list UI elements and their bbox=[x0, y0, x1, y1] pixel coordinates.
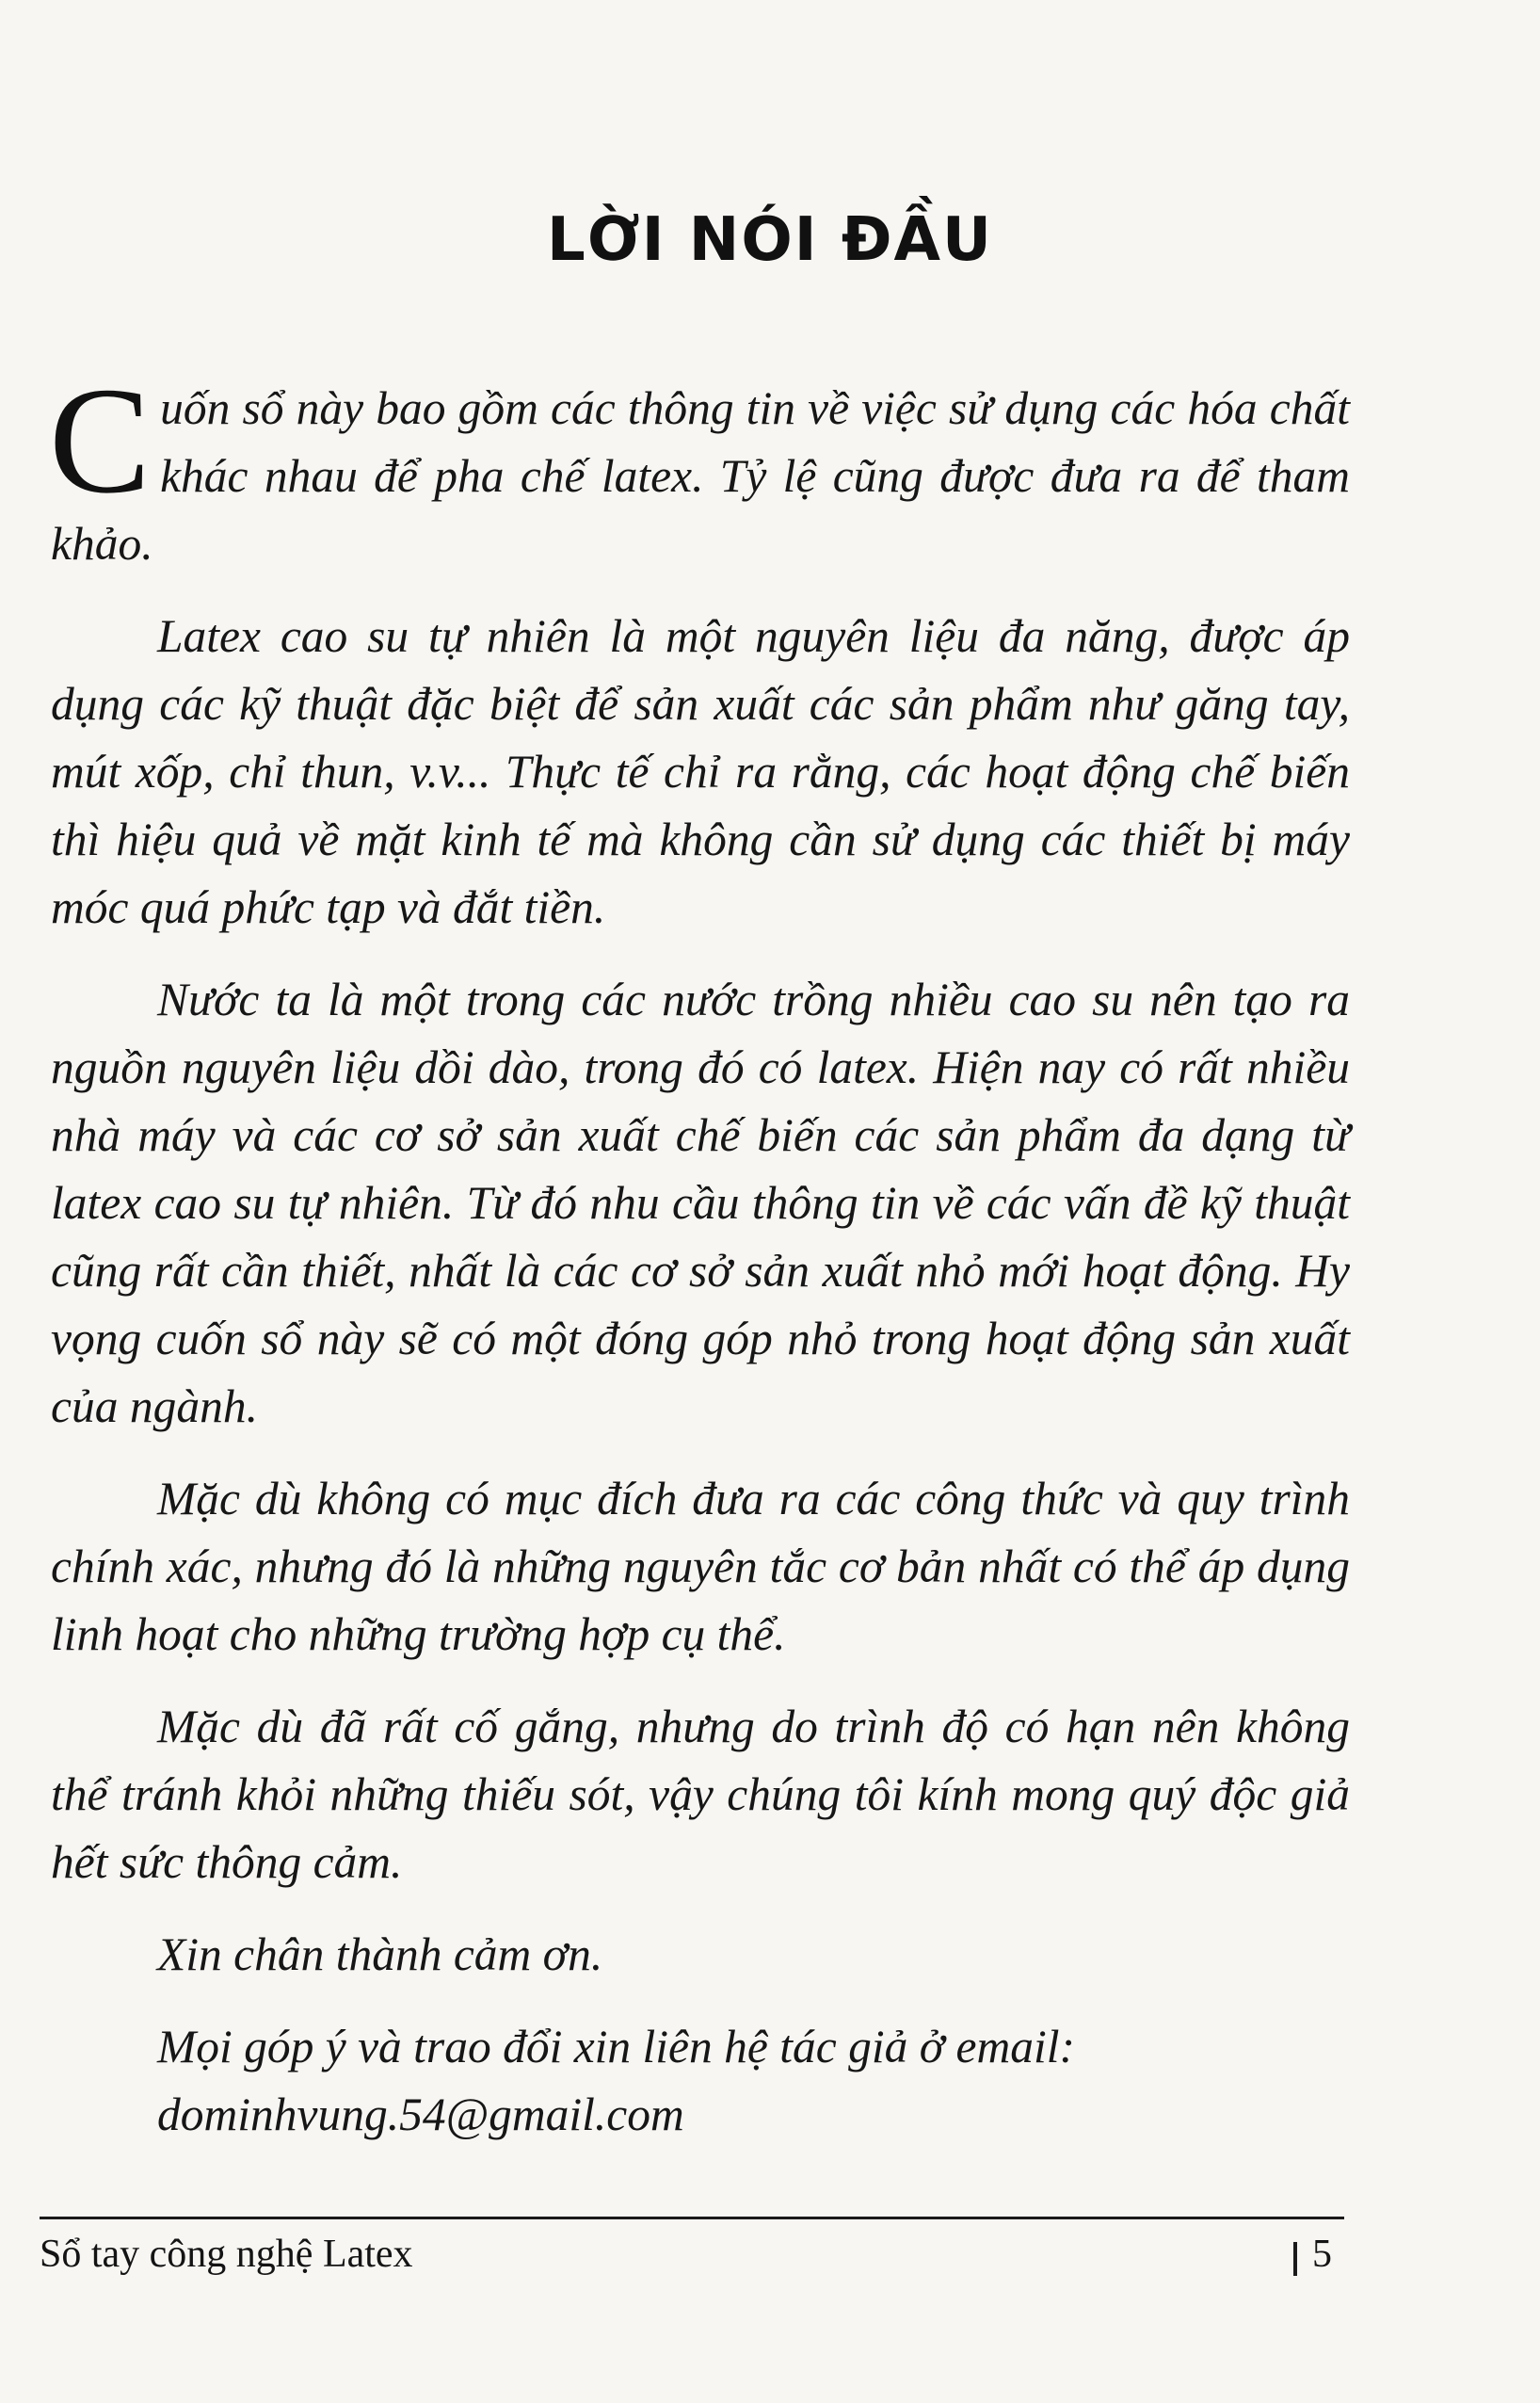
paragraph-3: Nước ta là một trong các nước trồng nhiều cao su nên tạo ra nguồn nguyên liệu dồi dào, trong đó có latex. Hiện nay có rất nhiều nhà máy và các cơ sở sản xuất chế biến các sản phẩm đa dạng từ latex cao su tự nhiên. Từ đó nhu cầu thông tin về các vấn đề kỹ thuật cũng rất cần thiết, nhất là các cơ sở sản xuất nhỏ mới hoạt động. Hy vọng cuốn sổ này sẽ có một đóng góp nhỏ trong hoạt động sản xuất của ngành. bbox=[51, 974, 1350, 1432]
footer-separator bbox=[1293, 2242, 1297, 2276]
page-number: 5 bbox=[1312, 2233, 1332, 2276]
paragraph-2: Latex cao su tự nhiên là một nguyên liệu đa năng, được áp dụng các kỹ thuật đặc biệt để sản xuất các sản phẩm như găng tay, mút xốp, chỉ thun, v.v... Thực tế chỉ ra rằng, các hoạt động chế biến thì hiệu quả về mặt kinh tế mà không cần sử dụng các thiết bị máy móc quá phức tạp và đắt tiền. bbox=[51, 610, 1350, 933]
paragraph-6: Xin chân thành cảm ơn. bbox=[157, 1928, 603, 1980]
author-email: dominhvung.54@gmail.com bbox=[157, 2089, 684, 2140]
paragraph-5: Mặc dù đã rất cố gắng, nhưng do trình độ có hạn nên không thể tránh khỏi những thiếu sót, vậy chúng tôi kính mong quý độc giả hết sức thông cảm. bbox=[51, 1701, 1350, 1888]
footer-book-title: Sổ tay công nghệ Latex bbox=[40, 2233, 413, 2276]
footer-divider bbox=[40, 2217, 1344, 2219]
drop-cap: C bbox=[49, 357, 152, 525]
paragraph-7 bbox=[51, 2013, 1350, 2149]
body-text bbox=[49, 357, 1350, 2149]
paragraph-1 bbox=[49, 357, 1350, 578]
contact-line: Mọi góp ý và trao đổi xin liên hệ tác giả ở email: bbox=[157, 2021, 1075, 2072]
paragraph-1-text: uốn sổ này bao gồm các thông tin về việc sử dụng các hóa chất khác nhau để pha chế latex. Tỷ lệ cũng được đưa ra để tham khảo. bbox=[51, 382, 1350, 570]
paragraph-4: Mặc dù không có mục đích đưa ra các công thức và quy trình chính xác, nhưng đó là những nguyên tắc cơ bản nhất có thể áp dụng linh hoạt cho những trường hợp cụ thể. bbox=[51, 1473, 1350, 1660]
page-title: LỜI NÓI ĐẦU bbox=[547, 205, 993, 275]
